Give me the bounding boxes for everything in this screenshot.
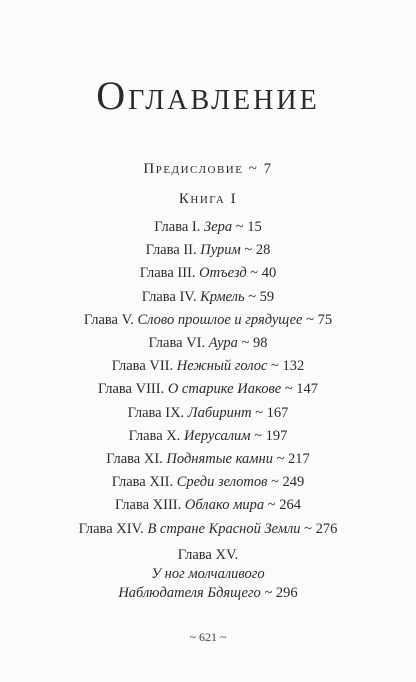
- chapter-title: Лабиринт: [187, 404, 252, 421]
- chapter-title: Слово прошлое и грядущее: [137, 311, 303, 328]
- page-title: Оглавление: [96, 73, 320, 118]
- chapter-entry: [0, 427, 416, 445]
- chapter-entry: [0, 334, 416, 352]
- chapter-title: В стране Красной Земли: [147, 520, 301, 537]
- chapter-page: ~ 217: [276, 451, 310, 467]
- page-number: ~ 621 ~: [189, 630, 227, 644]
- chapter-15-label: Глава XV.: [177, 547, 239, 563]
- chapter-page: ~ 132: [271, 358, 305, 375]
- chapter-page: ~ 264: [267, 497, 301, 514]
- chapter-entry: [0, 357, 416, 375]
- chapter-title: Пурим: [200, 242, 241, 259]
- chapter-label: Глава XIII.: [114, 497, 182, 514]
- chapter-title: Облако мира: [184, 497, 265, 514]
- chapter-title: Среди зелотов: [176, 474, 268, 491]
- chapter-label: Глава II.: [145, 242, 197, 259]
- chapter-label: Глава I.: [154, 219, 201, 235]
- chapter-page: ~ 28: [244, 242, 271, 259]
- chapter-15-name-line2: Наблюдателя Бдящего: [118, 585, 261, 601]
- chapter-title: О старике Иакове: [167, 381, 282, 398]
- chapter-title: Иерусалим: [184, 427, 251, 444]
- chapter-page: ~ 75: [306, 311, 333, 328]
- chapter-title: Нежный голос: [176, 358, 268, 375]
- chapter-label: Глава III.: [139, 265, 196, 282]
- chapter-label: Глава XII.: [111, 474, 174, 491]
- chapter-entry: [0, 404, 416, 422]
- chapter-label: Глава VIII.: [97, 381, 165, 398]
- chapter-title: Поднятые камни: [166, 451, 273, 467]
- chapter-entry: [0, 450, 416, 468]
- chapter-entry: [0, 241, 416, 259]
- chapter-page: ~ 59: [248, 288, 275, 305]
- chapter-label: Глава IX.: [127, 404, 185, 421]
- chapter-page: ~ 249: [271, 474, 305, 491]
- chapter-15-name-line1: У ног молчаливого: [151, 566, 265, 582]
- chapter-entry: [0, 380, 416, 398]
- chapter-page: ~ 40: [250, 265, 277, 282]
- chapter-15-name-line2-row: [0, 584, 416, 602]
- chapter-label: Глава V.: [83, 311, 134, 328]
- chapter-entry: [0, 264, 416, 282]
- chapter-label: Глава VII.: [111, 358, 174, 375]
- chapter-entry: [0, 218, 416, 236]
- chapter-label: Глава X.: [128, 427, 181, 444]
- chapter-page: ~ 167: [255, 404, 289, 421]
- chapter-label: Глава XIV.: [78, 520, 144, 537]
- preface-entry: Предисловие ~ 7: [143, 161, 273, 177]
- chapter-title: Отъезд: [199, 265, 247, 282]
- chapter-entry: [0, 520, 416, 538]
- chapter-page: ~ 98: [241, 335, 268, 351]
- chapter-label: Глава XI.: [106, 451, 163, 467]
- chapter-page: ~ 147: [284, 381, 319, 398]
- chapter-page: ~ 276: [304, 520, 338, 537]
- book-heading: Книга I: [178, 191, 238, 207]
- chapter-entry: [0, 496, 416, 514]
- chapter-label: Глава VI.: [148, 335, 206, 351]
- chapter-entry: [0, 288, 416, 306]
- chapter-page: ~ 15: [235, 219, 262, 235]
- chapter-15-page: ~ 296: [264, 585, 298, 601]
- chapter-entry: [0, 473, 416, 491]
- chapter-title: Крмель: [200, 288, 245, 305]
- chapter-title: Зера: [204, 219, 233, 235]
- chapter-entry: [0, 311, 416, 329]
- chapter-label: Глава IV.: [141, 288, 197, 305]
- chapter-page: ~ 197: [254, 427, 288, 444]
- chapter-title: Аура: [208, 335, 238, 351]
